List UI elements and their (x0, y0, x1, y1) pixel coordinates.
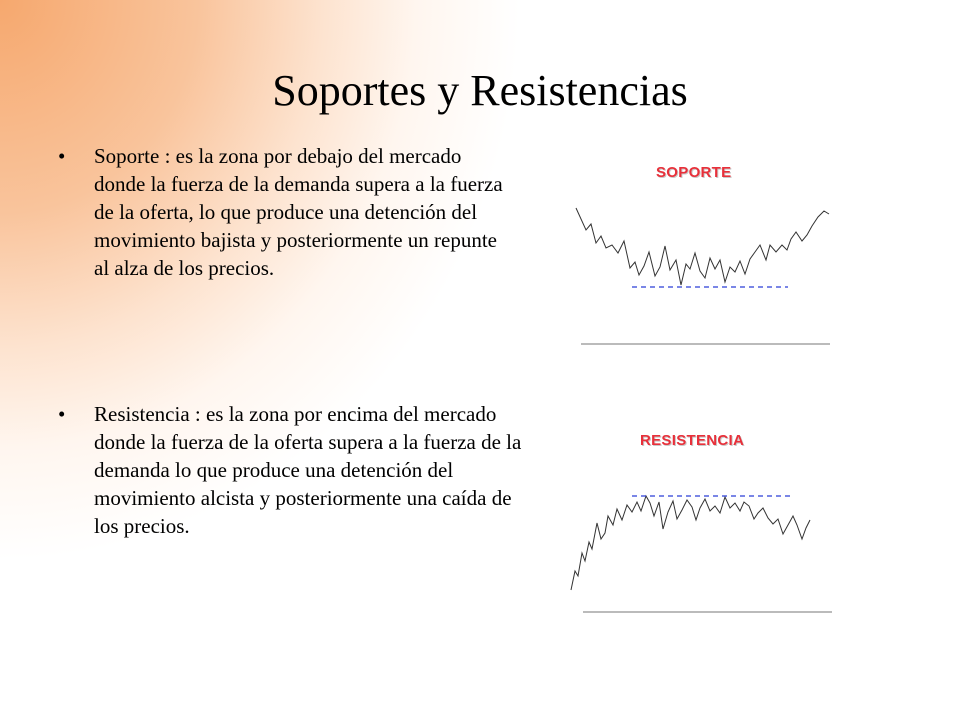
support-figure (548, 148, 848, 372)
support-chart (548, 148, 848, 372)
bullet-text-resistance: Resistencia : es la zona por encima del mercado donde la fuerza de la oferta supera a la fuerza de la demanda lo que produce una detención del movimiento alcista y posteriormente una caída de los precios. (94, 402, 522, 538)
resistance-label: RESISTENCIA (640, 432, 745, 449)
slide-title: Soportes y Resistencias (272, 66, 688, 115)
resistance-price-line (571, 496, 810, 590)
bullet-marker: • (58, 402, 66, 426)
resistance-chart (550, 416, 850, 640)
bullet-support (58, 142, 518, 372)
bullet-marker: • (58, 144, 66, 168)
support-price-line (576, 208, 829, 285)
bullet-resistance (58, 400, 538, 600)
bullet-text-support: Soporte : es la zona por debajo del mercado donde la fuerza de la demanda supera a la fuerza de la oferta, lo que produce una detención del movimiento bajista y posteriormente un repunte al alza de los precios. (94, 144, 503, 280)
resistance-figure (550, 416, 850, 640)
support-label: SOPORTE (656, 164, 732, 181)
